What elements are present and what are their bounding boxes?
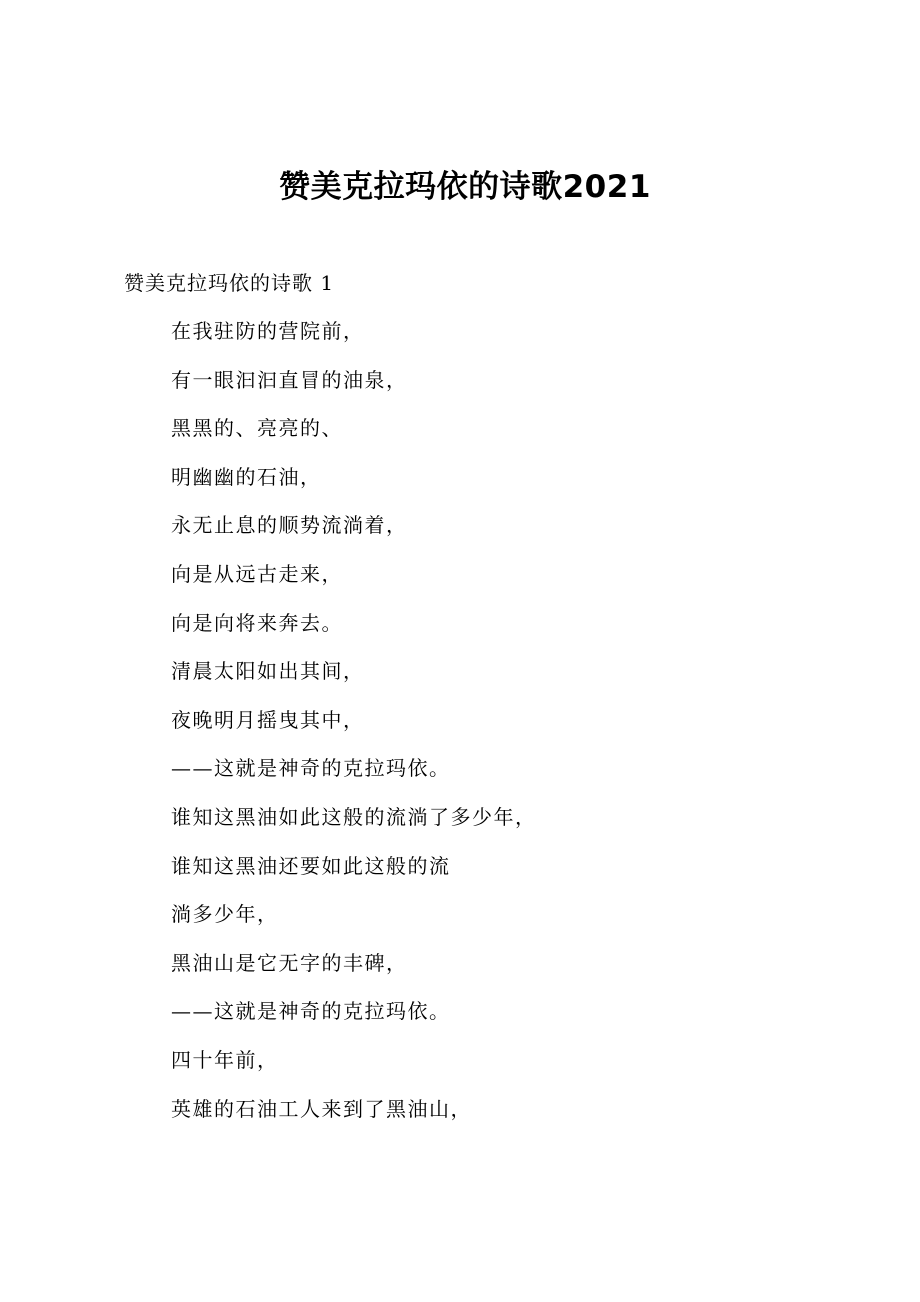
poem-line: 夜晚明月摇曳其中， [171,707,365,732]
section-heading: 赞美克拉玛依的诗歌 1 [124,271,335,295]
poem-line: 英雄的石油工人来到了黑油山， [171,1096,472,1121]
poem-line: 向是向将来奔去。 [171,610,343,635]
poem-body [171,316,537,1142]
poem-line: ——这就是神奇的克拉玛依。 [171,756,451,781]
poem-line: 向是从远古走来， [171,561,343,586]
poem-line: 永无止息的顺势流淌着， [171,513,408,538]
document-title: 赞美克拉玛依的诗歌2021 [279,169,651,205]
poem-line: 谁知这黑油还要如此这般的流 [171,853,451,878]
poem-line: 有一眼汩汩直冒的油泉， [171,367,408,392]
poem-line: 黑油山是它无字的丰碑， [171,950,408,975]
poem-line: 在我驻防的营院前， [171,319,365,343]
poem-line: 明幽幽的石油， [171,464,322,489]
poem-line: 清晨太阳如出其间， [171,659,365,684]
poem-line: 谁知这黑油如此这般的流淌了多少年， [171,804,537,829]
poem-line: 淌多少年， [171,902,279,927]
poem-line: ——这就是神奇的克拉玛依。 [171,999,451,1024]
poem-line: 四十年前， [171,1047,279,1072]
poem-line: 黑黑的、亮亮的、 [171,416,343,441]
